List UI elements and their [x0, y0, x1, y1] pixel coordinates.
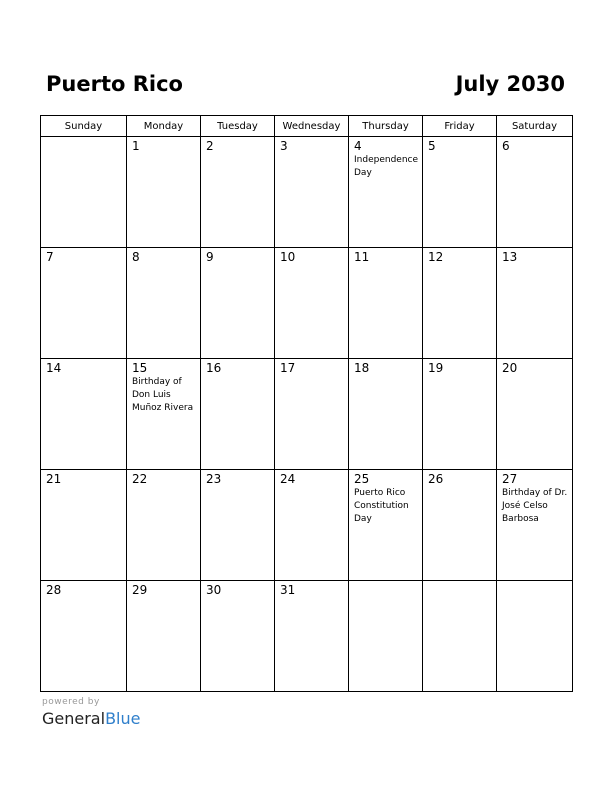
day-cell	[497, 581, 573, 692]
day-number: 7	[46, 250, 54, 264]
day-cell	[201, 137, 275, 248]
day-number: 5	[428, 139, 436, 153]
week-row	[41, 248, 573, 359]
day-cell	[275, 248, 349, 359]
day-number: 11	[354, 250, 370, 264]
calendar-month-title: July 2030	[455, 72, 565, 96]
day-cell	[349, 581, 423, 692]
day-cell	[41, 359, 127, 470]
day-number: 31	[280, 583, 296, 597]
day-cell	[349, 248, 423, 359]
day-number: 9	[206, 250, 214, 264]
holiday-label: Birthday of Don Luis Muñoz Rivera	[132, 377, 194, 413]
calendar-country-title: Puerto Rico	[46, 72, 183, 96]
day-cell	[41, 581, 127, 692]
day-cell	[349, 470, 423, 581]
day-cell	[201, 248, 275, 359]
holiday-label: Puerto Rico Constitution Day	[354, 488, 409, 524]
day-cell	[497, 470, 573, 581]
day-number: 27	[502, 472, 518, 486]
day-number: 25	[354, 472, 370, 486]
day-cell	[423, 248, 497, 359]
day-cell	[497, 359, 573, 470]
generalblue-logo[interactable]	[42, 709, 140, 729]
day-number: 23	[206, 472, 222, 486]
week-row	[41, 359, 573, 470]
day-cell	[275, 581, 349, 692]
day-cell	[127, 137, 201, 248]
day-number: 8	[132, 250, 140, 264]
day-number: 19	[428, 361, 444, 375]
day-number: 20	[502, 361, 518, 375]
holiday-label: Birthday of Dr. José Celso Barbosa	[502, 488, 568, 524]
day-cell	[423, 137, 497, 248]
day-cell	[41, 248, 127, 359]
powered-by-label: powered by	[42, 697, 100, 707]
day-cell	[127, 248, 201, 359]
day-number: 6	[502, 139, 510, 153]
weekday-header: Tuesday	[201, 116, 275, 137]
day-number: 29	[132, 583, 148, 597]
day-number: 21	[46, 472, 62, 486]
weekday-header: Saturday	[497, 116, 573, 137]
day-cell	[497, 137, 573, 248]
holiday-label: Independence Day	[354, 155, 419, 178]
day-number: 24	[280, 472, 296, 486]
day-number: 18	[354, 361, 370, 375]
day-number: 1	[132, 139, 140, 153]
brand-blue-text: Blue	[105, 709, 141, 728]
day-number: 17	[280, 361, 296, 375]
calendar-grid	[40, 115, 573, 692]
day-cell	[423, 359, 497, 470]
week-row	[41, 470, 573, 581]
day-cell	[275, 359, 349, 470]
day-cell	[423, 581, 497, 692]
day-cell	[127, 470, 201, 581]
day-cell	[201, 581, 275, 692]
day-number: 13	[502, 250, 518, 264]
weekday-header: Thursday	[349, 116, 423, 137]
day-cell	[349, 137, 423, 248]
day-number: 3	[280, 139, 288, 153]
day-cell	[201, 470, 275, 581]
day-number: 14	[46, 361, 62, 375]
weekday-header: Friday	[423, 116, 497, 137]
day-cell	[497, 248, 573, 359]
weekday-header-row	[41, 116, 573, 137]
brand-general-text: General	[42, 709, 106, 728]
day-number: 16	[206, 361, 222, 375]
day-number: 30	[206, 583, 222, 597]
day-number: 22	[132, 472, 148, 486]
day-number: 2	[206, 139, 214, 153]
day-number: 15	[132, 361, 148, 375]
day-number: 28	[46, 583, 62, 597]
day-cell	[41, 470, 127, 581]
day-number: 26	[428, 472, 444, 486]
day-number: 12	[428, 250, 444, 264]
day-number: 4	[354, 139, 362, 153]
weekday-header: Sunday	[41, 116, 127, 137]
day-cell	[275, 470, 349, 581]
footer-branding	[42, 697, 140, 729]
weekday-header: Wednesday	[275, 116, 349, 137]
week-row	[41, 581, 573, 692]
day-cell	[275, 137, 349, 248]
day-cell	[201, 359, 275, 470]
day-cell	[127, 359, 201, 470]
day-cell	[127, 581, 201, 692]
day-cell	[41, 137, 127, 248]
day-cell	[423, 470, 497, 581]
weekday-header: Monday	[127, 116, 201, 137]
week-row	[41, 137, 573, 248]
day-cell	[349, 359, 423, 470]
day-number: 10	[280, 250, 296, 264]
